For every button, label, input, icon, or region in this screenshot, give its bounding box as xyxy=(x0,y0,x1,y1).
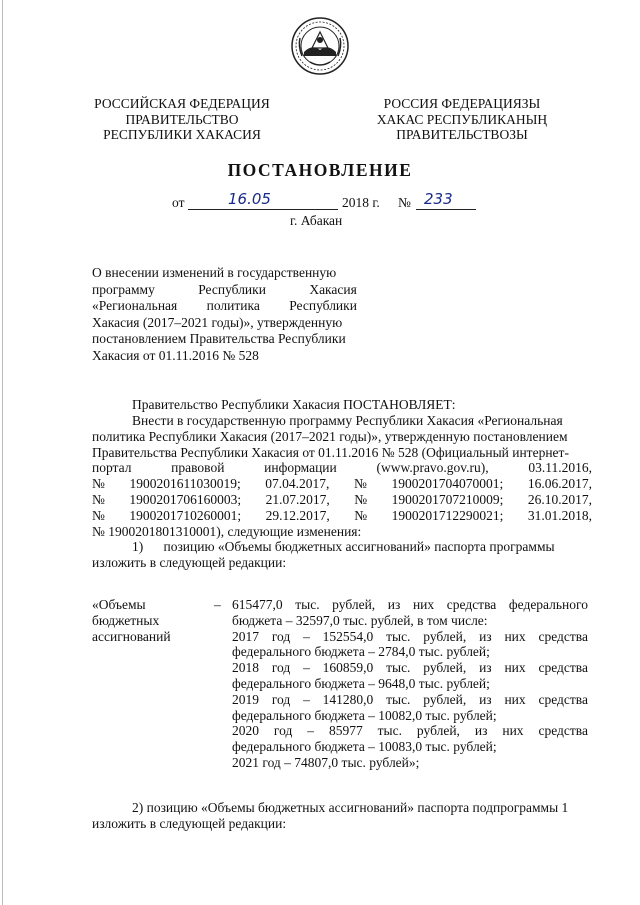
number-cell: 07.04.2017, xyxy=(265,476,330,492)
subject-line: «Региональная политика Республики xyxy=(92,298,357,313)
intro-line: Внести в государственную программу Республики Хакасия «Региональная xyxy=(132,413,563,428)
item1-line: изложить в следующей редакции: xyxy=(92,555,287,571)
numbers-row xyxy=(92,476,592,492)
numbers-row xyxy=(92,508,592,524)
budget-line: федерального бюджета – 9648,0 тыс. рублей; xyxy=(232,675,490,691)
budget-label-line: ассигнований xyxy=(92,628,171,644)
subject-line: Хакасия от 01.11.2016 № 528 xyxy=(92,347,259,363)
number-cell: № xyxy=(92,476,105,492)
date-line xyxy=(0,190,640,215)
subject-line: постановлением Правительства Республики xyxy=(92,331,346,346)
header-right-line: ХАКАС РЕСПУБЛИКАНЫҢ xyxy=(376,111,548,127)
budget-line: бюджета – 32597,0 тыс. рублей, в том числе: xyxy=(232,612,488,628)
budget-line: 2021 год – 74807,0 тыс. рублей»; xyxy=(232,754,420,770)
item1-line: 1) позицию «Объемы бюджетных ассигнований» паспорта программы xyxy=(132,539,555,555)
portal-word: (www.pravo.gov.ru), xyxy=(376,460,489,476)
header-left-line: РЕСПУБЛИКИ ХАКАСИЯ xyxy=(103,127,261,142)
document-title: ПОСТАНОВЛЕНИЕ xyxy=(227,160,413,180)
budget-label xyxy=(92,597,212,644)
number-cell: 1900201611030019; xyxy=(129,476,241,492)
city: г. Абакан xyxy=(290,213,343,228)
number-cell: № xyxy=(92,507,105,523)
number-cell: 1900201706160003; xyxy=(129,491,242,507)
number-cell: № xyxy=(354,476,367,492)
number-cell: 1900201710260001; xyxy=(129,507,242,523)
header-right-block xyxy=(374,96,550,143)
budget-line: федерального бюджета – 10083,0 тыс. рублей; xyxy=(232,739,497,755)
handwritten-number: 233 xyxy=(424,190,453,208)
header-right-line: РОССИЯ ФЕДЕРАЦИЯЗЫ xyxy=(383,96,541,111)
budget-label-line: «Объемы xyxy=(92,597,146,612)
number-cell: 26.10.2017, xyxy=(527,491,592,507)
number-cell: № xyxy=(354,507,368,523)
number-cell: 16.06.2017, xyxy=(527,476,592,492)
subject-line-justified xyxy=(92,298,360,315)
budget-dash: – xyxy=(214,597,221,612)
budget-line: 2020 год – 85977 тыс. рублей, из них средства xyxy=(232,723,588,739)
item2-paragraph xyxy=(92,800,592,832)
portal-word: правовой xyxy=(171,460,225,476)
number-cell: № xyxy=(354,491,368,507)
subject-line-justified xyxy=(92,282,360,299)
portal-word: информации xyxy=(264,460,337,476)
page-edge xyxy=(2,0,3,905)
item2-line: изложить в следующей редакции: xyxy=(92,815,287,831)
portal-word: портал xyxy=(92,460,132,476)
header-left-line: ПРАВИТЕЛЬСТВО xyxy=(125,111,239,127)
coat-of-arms-emblem xyxy=(290,16,350,76)
budget-line: 2019 год – 141280,0 тыс. рублей, из них средства xyxy=(232,691,588,707)
number-cell: 21.07.2017, xyxy=(265,491,330,507)
handwritten-date: 16.05 xyxy=(228,190,271,208)
number-cell: 1900201712290021; xyxy=(391,507,504,523)
subject-line: программу Республики Хакасия xyxy=(92,281,357,297)
number-cell: 29.12.2017, xyxy=(265,507,330,523)
number-cell: 1900201704070001; xyxy=(391,476,504,492)
budget-line: 2018 год – 160859,0 тыс. рублей, из них средства xyxy=(232,660,588,676)
last-number-line: № 1900201801310001), следующие изменения: xyxy=(92,523,362,539)
resolution-clause xyxy=(92,397,592,413)
subject-block xyxy=(92,265,360,364)
number-cell: № xyxy=(92,491,105,507)
header-left-line: РОССИЙСКАЯ ФЕДЕРАЦИЯ xyxy=(94,96,270,111)
item2-line: 2) позицию «Объемы бюджетных ассигнований» паспорта подпрограммы 1 xyxy=(132,800,569,815)
portal-row xyxy=(92,460,592,476)
date-year: 2018 г. xyxy=(342,195,380,210)
date-prefix: от xyxy=(172,195,185,210)
intro-paragraph xyxy=(92,413,592,571)
number-cell: 1900201707210009; xyxy=(391,491,504,507)
budget-label-line: бюджетных xyxy=(92,612,160,628)
budget-line: федерального бюджета – 10082,0 тыс. рублей; xyxy=(232,707,497,723)
budget-body xyxy=(232,597,588,771)
subject-line: Хакасия (2017–2021 годы)», утвержденную xyxy=(92,314,343,330)
header-right-line: ПРАВИТЕЛЬСТВОЗЫ xyxy=(396,127,528,142)
intro-line: Правительства Республики Хакасия от 01.11.2016 № 528 (Официальный интернет- xyxy=(92,444,569,460)
subject-line: О внесении изменений в государственную xyxy=(92,265,337,280)
header-left-block xyxy=(88,96,276,143)
budget-line: 2017 год – 152554,0 тыс. рублей, из них средства xyxy=(232,628,588,644)
number-sign: № xyxy=(398,195,411,210)
intro-line: политика Республики Хакасия (2017–2021 годы)», утвержденную постановлением xyxy=(92,428,568,444)
portal-word: 03.11.2016, xyxy=(528,460,592,476)
number-cell: 31.01.2018, xyxy=(527,507,592,523)
budget-line: 615477,0 тыс. рублей, из них средства федерального xyxy=(232,597,588,612)
resolves-line: Правительство Республики Хакасия ПОСТАНОВЛЯЕТ: xyxy=(132,397,456,412)
budget-line: федерального бюджета – 2784,0 тыс. рублей; xyxy=(232,644,490,660)
numbers-row xyxy=(92,492,592,508)
